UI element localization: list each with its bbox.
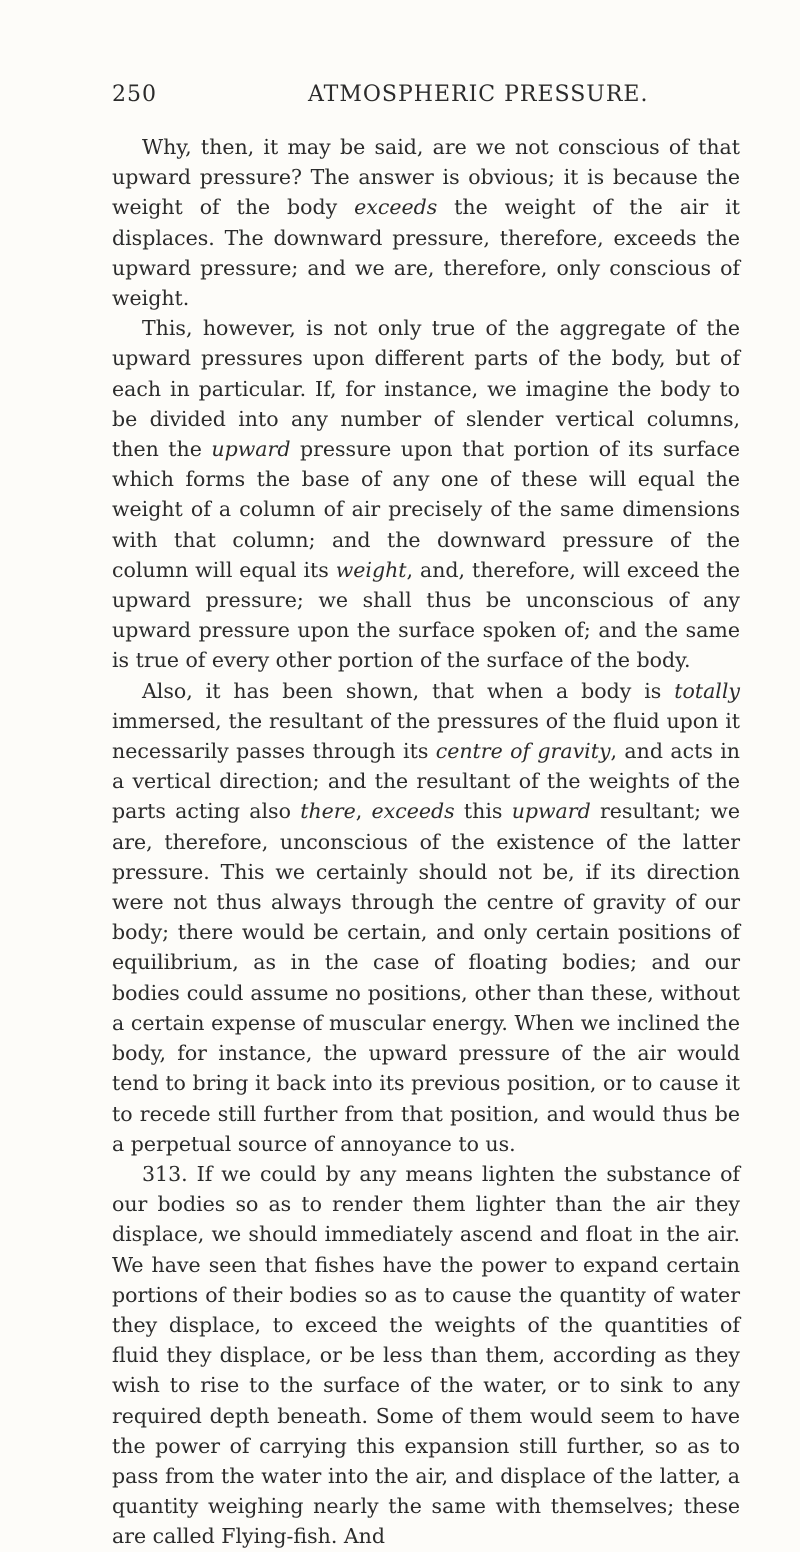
text-run: pressure upon that portion of its surface which forms the base of any one of these will equal the weight of a column of air precisely of the same dimensions with that column; and the downward pressure of the column will equal its xyxy=(112,437,740,582)
text-run: immersed, the resultant of the pressures of the fluid upon it necessarily passes through its xyxy=(112,708,740,764)
text-run: This, however, is not only true of the aggregate of the upward pressures upon different parts of the body, but of each in particular. If, for instance, we imagine the body to be divided into any number of slender vertical columns, then the xyxy=(112,316,740,462)
paragraph xyxy=(112,132,740,313)
text-run: the weight of the air it displaces. The downward pressure, therefore, exceeds the upward pressure; and we are, therefore, only conscious of weight. xyxy=(112,195,740,311)
italic-text: exceeds xyxy=(371,799,455,824)
text-run: Why, then, it may be said, are we not conscious of that upward pressure? The answer is obvious; it is because the weight of the body xyxy=(112,135,740,220)
italic-text: upward xyxy=(511,799,591,824)
italic-text: weight xyxy=(335,557,407,582)
italic-text: upward xyxy=(211,437,291,462)
paragraph xyxy=(112,313,740,675)
italic-text: centre of gravity xyxy=(435,739,611,764)
text-run: , and acts in a vertical direction; and the resultant of the weights of the parts acting also xyxy=(112,739,740,824)
paragraph xyxy=(112,1159,740,1552)
text-run: Also, it has been shown, that when a body is xyxy=(142,678,675,703)
paragraph xyxy=(112,676,740,1159)
text-run: , xyxy=(355,799,372,824)
text-run: resultant; we are, therefore, unconscious of the existence of the latter pressure. This we certainly should not be, if its direction were not thus always through the centre of gravity of our body; there would be certain, and only certain positions of equilibrium, as in the case of floating bodies; and our bodies could assume no positions, other than these, without a certain expense of muscular energy. When we inclined the body, for instance, the upward pressure of the air would tend to bring it back into its previous position, or to cause it to recede still further from that position, and would thus be a perpetual source of annoyance to us. xyxy=(112,799,740,1156)
text-run: , and, therefore, will exceed the upward pressure; we shall thus be unconscious of any upward pressure upon the surface spoken of; and the same is true of every other portion of the surface of the body. xyxy=(112,557,740,673)
running-header xyxy=(112,82,740,112)
page-number: 250 xyxy=(112,82,157,107)
text-run: 313. If we could by any means lighten the substance of our bodies so as to render them lighter than the air they displace, we should immediately ascend and float in the air. We have seen that fishes have the power to expand certain portions of their bodies so as to cause the quantity of water they displace, to exceed the weights of the quantities of fluid they displace, or be less than them, according as they wish to rise to the surface of the water, or to sink to any required depth beneath. Some of them would seem to have the power of carrying this expansion still further, so as to pass from the water into the air, and displace of the latter, a quantity weighing nearly the same with themselves; these are called Flying-fish. And xyxy=(112,1161,740,1549)
body-text xyxy=(112,132,740,1552)
italic-text: exceeds xyxy=(354,195,438,220)
italic-text: totally xyxy=(674,678,740,703)
text-run: this xyxy=(454,799,512,824)
running-title: ATMOSPHERIC PRESSURE. xyxy=(308,82,649,107)
italic-text: there xyxy=(300,799,356,824)
